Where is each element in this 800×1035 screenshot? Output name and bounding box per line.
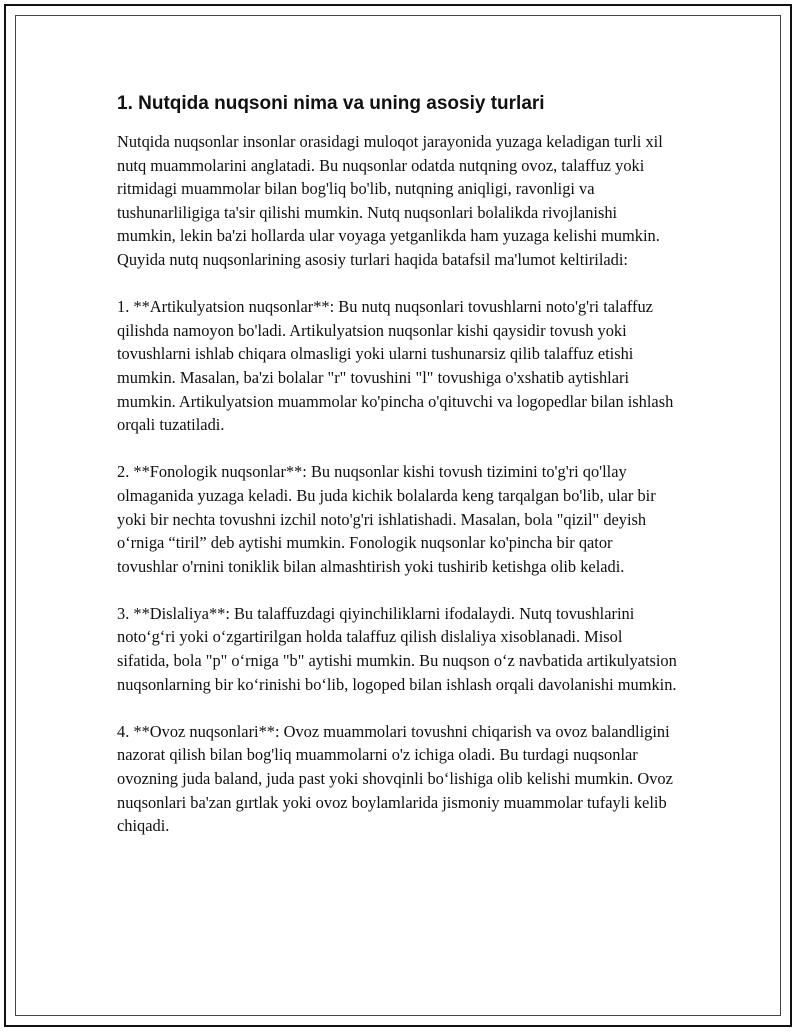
intro-paragraph: Nutqida nuqsonlar insonlar orasidagi muloqot jarayonida yuzaga keladigan turli xil nutq muammolarini anglatadi. Bu nuqsonlar odatda nutqning ovoz, talaffuz yoki ritmidagi muammolar bilan bog'liq bo'lib, nutqning aniqligi, ravonligi va tushunarliligiga ta'sir qilishi mumkin. Nutq nuqsonlari bolalikda rivojlanishi mumkin, lekin ba'zi hollarda ular voyaga yetganlikda ham yuzaga kelishi mumkin. Quyida nutq nuqsonlarining asosiy turlari haqida batafsil ma'lumot keltiriladi: (117, 132, 663, 269)
paragraph-articulation-defects: 1. **Artikulyatsion nuqsonlar**: Bu nutq nuqsonlari tovushlarni noto'g'ri talaffuz qilishda namoyon bo'ladi. Artikulyatsion nuqsonlar kishi qaysidir tovush yoki tovushlarni ishlab chiqara olmasligi yoki ularni tushunarsiz qilib talaffuz etishi mumkin. Masalan, ba'zi bolalar "r" tovushini "l" tovushiga o'xshatib aytishlari mumkin. Artikulyatsion muammolar ko'pincha o'qituvchi va logopedlar bilan ishlash orqali tuzatiladi. (117, 297, 674, 435)
section-heading: 1. Nutqida nuqsoni nima va uning asosiy turlari (117, 93, 545, 114)
paragraph-voice-defects: 4. **Ovoz nuqsonlari**: Ovoz muammolari tovushni chiqarish va ovoz balandligini nazorat qilish bilan bog'liq muammolarni o'z ichiga oladi. Bu turdagi nuqsonlar ovozning juda baland, juda past yoki shovqinli bo‘lishiga olib kelishi mumkin. Ovoz nuqsonlari ba'zan gırtlak yoki ovoz boylamlarida jismoniy muammolar tufayli kelib chiqadi. (117, 721, 673, 836)
paragraph-dyslalia: 3. **Dislaliya**: Bu talaffuzdagi qiyinchiliklarni ifodalaydi. Nutq tovushlarini noto‘g‘ri yoki o‘zgartirilgan holda talaffuz qilish dislaliya xisoblanadi. Misol sifatida, bola "p" o‘rniga "b" aytishi mumkin. Bu nuqson o‘z navbatida artikulyatsion nuqsonlarning bir ko‘rinishi bo‘lib, logoped bilan ishlash orqali davolanishi mumkin. (117, 603, 677, 694)
document-body (117, 92, 677, 861)
paragraph-phonological-defects: 2. **Fonologik nuqsonlar**: Bu nuqsonlar kishi tovush tizimini to'g'ri qo'llay olmaganida yuzaga keladi. Bu juda kichik bolalarda keng tarqalgan bo'lib, ular bir yoki bir nechta tovushni izchil noto'g'ri ishlatishadi. Masalan, bola "qizil" deyish o‘rniga “tiril” deb aytishi mumkin. Fonologik nuqsonlar ko'pincha bir qator tovushlar o'rnini toniklik bilan almashtirish yoki tushirib ketishga olib keladi. (117, 462, 656, 576)
